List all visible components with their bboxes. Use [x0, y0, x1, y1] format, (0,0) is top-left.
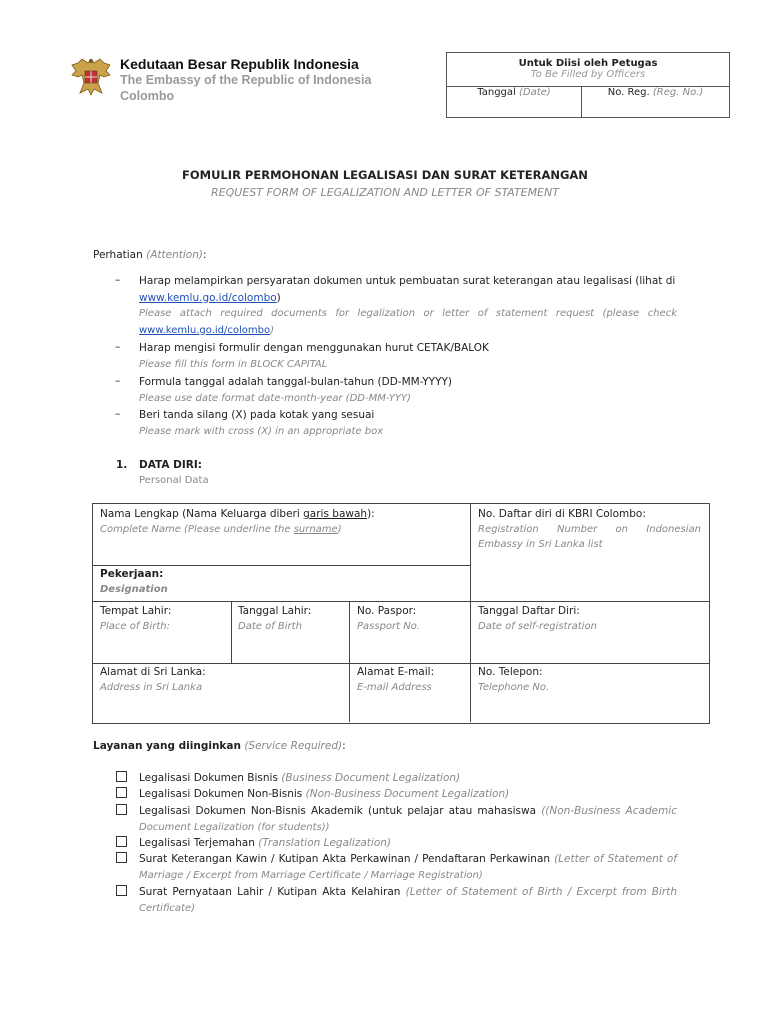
attention-item-3: Formula tanggal adalah tanggal-bulan-tahun (DD-MM-YYYY) Please use date format date-month-year (DD-MM-YYY) — [139, 376, 453, 404]
section-number: 1. — [116, 459, 128, 471]
kemlu-link-en[interactable]: www.kemlu.go.id/colombo — [139, 324, 271, 336]
checkbox-business-legalization[interactable] — [116, 771, 127, 782]
services-label: Layanan yang diinginkan (Service Required): — [93, 740, 346, 752]
embassy-name-en: The Embassy of the Republic of Indonesia Colombo — [120, 73, 372, 103]
phone-field[interactable]: No. Telepon: Telephone No. — [478, 666, 550, 693]
attention-item-1: Harap melampirkan persyaratan dokumen untuk pembuatan surat keterangan atau legalisasi (lihat di www.kemlu.go.id/colombo) Please attach required documents for legalization or letter of statement request (please check www.kemlu.go.id/colombo) — [139, 275, 677, 336]
attention-item-2: Harap mengisi formulir dengan menggunakan hurut CETAK/BALOK Please fill this form in BLOCK CAPITAL — [139, 342, 489, 370]
kemlu-link[interactable]: www.kemlu.go.id/colombo — [139, 291, 277, 304]
checkbox-birth-statement[interactable] — [116, 885, 127, 896]
form-title-en: REQUEST FORM OF LEGALIZATION AND LETTER OF STATEMENT — [211, 186, 559, 199]
attention-item-4: Beri tanda silang (X) pada kotak yang sesuai Please mark with cross (X) in an appropriate box — [139, 409, 384, 437]
dash-icon: – — [115, 274, 121, 286]
officer-title: Untuk Diisi oleh Petugas — [518, 58, 658, 69]
service-item-5: Surat Keterangan Kawin / Kutipan Akta Perkawinan / Pendaftaran Perkawinan (Letter of Statement of Marriage / Excerpt from Marriage Certificate / Marriage Registration) — [139, 853, 678, 881]
dash-icon: – — [115, 341, 121, 353]
service-item-2: Legalisasi Dokumen Non-Bisnis (Non-Business Document Legalization) — [139, 788, 510, 800]
attention-label: Perhatian (Attention): — [93, 249, 207, 261]
section-title-en: Personal Data — [139, 475, 209, 486]
dash-icon: – — [115, 375, 121, 387]
self-registration-date-field[interactable]: Tanggal Daftar Diri: Date of self-registration — [478, 605, 597, 632]
date-of-birth-field[interactable]: Tanggal Lahir: Date of Birth — [238, 605, 312, 632]
garuda-emblem-icon — [68, 53, 114, 99]
officer-reg-field[interactable]: No. Reg. (Reg. No.) — [607, 87, 704, 98]
service-item-4: Legalisasi Terjemahan (Translation Legalization) — [139, 837, 392, 849]
officer-box — [446, 52, 730, 118]
full-name-field[interactable]: Nama Lengkap (Nama Keluarga diberi garis bawah): Complete Name (Please underline the surname) — [100, 508, 375, 535]
checkbox-academic-legalization[interactable] — [116, 804, 127, 815]
checkbox-non-business-legalization[interactable] — [116, 787, 127, 798]
passport-number-field[interactable]: No. Paspor: Passport No. — [357, 605, 421, 632]
personal-data-table — [92, 503, 710, 724]
registration-number-field[interactable]: No. Daftar diri di KBRI Colombo: Registration Number on Indonesian Embassy in Sri Lanka list — [478, 508, 701, 550]
officer-date-field[interactable]: Tanggal (Date) — [447, 87, 582, 117]
address-field[interactable]: Alamat di Sri Lanka: Address in Sri Lanka — [100, 666, 206, 693]
service-item-1: Legalisasi Dokumen Bisnis (Business Document Legalization) — [139, 772, 461, 784]
service-item-3: Legalisasi Dokumen Non-Bisnis Akademik (untuk pelajar atau mahasiswa ((Non-Business Academic Document Legalization (for students)) — [139, 805, 677, 833]
place-of-birth-field[interactable]: Tempat Lahir: Place of Birth: — [100, 605, 172, 632]
designation-field[interactable]: Pekerjaan: Designation — [100, 568, 168, 595]
embassy-name-id: Kedutaan Besar Republik Indonesia — [120, 56, 359, 72]
officer-title-en: To Be Filled by Officers — [530, 69, 646, 80]
checkbox-translation-legalization[interactable] — [116, 836, 127, 847]
checkbox-marriage-statement[interactable] — [116, 852, 127, 863]
service-item-6: Surat Pernyataan Lahir / Kutipan Akta Kelahiran (Letter of Statement of Birth / Excerpt from Birth Certificate) — [139, 886, 677, 914]
form-title: FOMULIR PERMOHONAN LEGALISASI DAN SURAT KETERANGAN — [182, 168, 588, 182]
section-title: DATA DIRI: — [139, 459, 202, 471]
dash-icon: – — [115, 408, 121, 420]
email-field[interactable]: Alamat E-mail: E-mail Address — [357, 666, 435, 693]
